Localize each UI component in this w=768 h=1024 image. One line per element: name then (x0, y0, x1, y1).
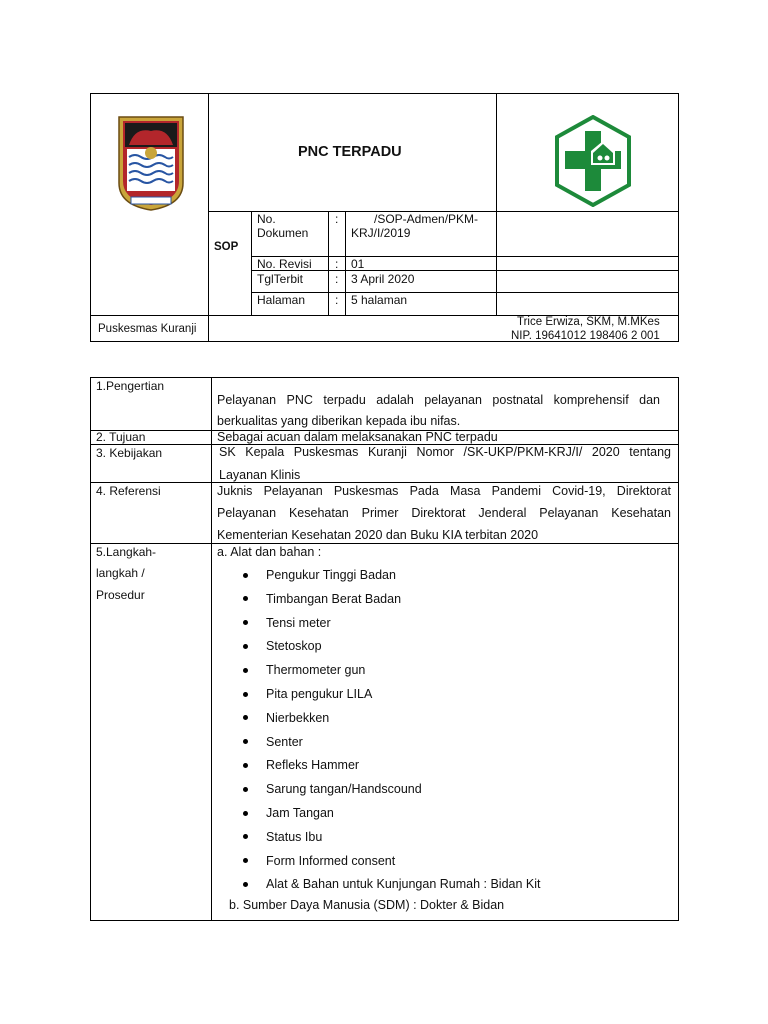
bullet-icon (243, 692, 248, 697)
field-sep: : (335, 257, 339, 271)
row-label-referensi: 4. Referensi (96, 484, 161, 498)
pengertian-line-1: Pelayanan PNC terpadu adalah pelayanan postnatal komprehensif dan (217, 393, 660, 407)
field-label-halaman: Halaman (257, 293, 306, 307)
org-name: Puskesmas Kuranji (98, 323, 197, 335)
equipment-item: Form Informed consent (266, 853, 396, 868)
field-sep: : (335, 212, 339, 226)
field-value-no-dokumen-2: KRJ/I/2019 (351, 226, 411, 240)
section-b-heading: b. Sumber Daya Manusia (SDM) : Dokter & Bidan (229, 898, 505, 912)
referensi-line-3: Kementerian Kesehatan 2020 dan Buku KIA terbitan 2020 (217, 528, 539, 542)
field-value-no-dokumen-1: /SOP-Admen/PKM- (374, 212, 479, 226)
field-sep: : (335, 272, 339, 286)
row-label-pengertian: 1.Pengertian (96, 379, 165, 393)
bullet-icon (243, 787, 248, 792)
bullet-icon (243, 882, 248, 887)
kebijakan-line-1: SK Kepala Puskesmas Kuranji Nomor /SK-UKP/PKM-KRJ/I/ 2020 tentang (219, 445, 671, 459)
equipment-item: Alat & Bahan untuk Kunjungan Rumah : Bidan Kit (266, 877, 541, 892)
row-label-langkah-1: 5.Langkah- (96, 545, 157, 559)
bullet-icon (243, 811, 248, 816)
bullet-icon (243, 573, 248, 578)
field-value-halaman: 5 halaman (351, 293, 408, 307)
field-label-tgl-terbit: TglTerbit (257, 272, 304, 286)
document-title: PNC TERPADU (298, 144, 402, 160)
field-label-no-revisi: No. Revisi (257, 257, 312, 271)
equipment-item: Jam Tangan (266, 806, 334, 820)
field-value-tgl-terbit: 3 April 2020 (351, 272, 415, 286)
section-a-heading: a. Alat dan bahan : (217, 545, 322, 559)
pengertian-line-2: berkualitas yang diberikan kepada ibu nifas. (217, 414, 461, 428)
equipment-item: Sarung tangan/Handscound (266, 782, 422, 797)
kebijakan-line-2: Layanan Klinis (219, 468, 301, 482)
row-label-langkah-2: langkah / (96, 566, 145, 580)
field-value-no-revisi: 01 (351, 257, 365, 271)
equipment-item: Timbangan Berat Badan (266, 591, 402, 606)
equipment-item: Status Ibu (266, 829, 323, 844)
row-label-kebijakan: 3. Kebijakan (96, 446, 163, 460)
row-label-langkah-3: Prosedur (96, 588, 145, 602)
equipment-item: Senter (266, 734, 303, 749)
bullet-icon (243, 668, 248, 673)
signer-nip: NIP. 19641012 198406 2 001 (511, 330, 660, 342)
equipment-item: Pengukur Tinggi Badan (266, 568, 396, 582)
signer-name: Trice Erwiza, SKM, M.MKes (517, 316, 660, 328)
equipment-item: Nierbekken (266, 710, 330, 725)
equipment-item: Stetoskop (266, 639, 322, 654)
equipment-item: Refleks Hammer (266, 758, 360, 773)
tujuan-text: Sebagai acuan dalam melaksanakan PNC terpadu (217, 430, 498, 444)
field-label-no-dokumen-2: Dokumen (257, 226, 309, 240)
bullet-icon (243, 763, 248, 768)
equipment-item: Pita pengukur LILA (266, 687, 373, 701)
equipment-item: Thermometer gun (266, 663, 366, 678)
row-label-tujuan: 2. Tujuan (96, 430, 146, 444)
puskesmas-logo (555, 115, 631, 207)
equipment-item: Tensi meter (266, 615, 331, 630)
bullet-icon (243, 644, 248, 649)
sop-label: SOP (214, 241, 239, 253)
referensi-line-2: Pelayanan Kesehatan Primer Direktorat Jenderal Pelayanan Kesehatan (217, 506, 671, 520)
referensi-line-1: Juknis Pelayanan Puskesmas Pada Masa Pandemi Covid-19, Direktorat (217, 484, 671, 498)
field-sep: : (335, 293, 339, 307)
regional-emblem-logo (115, 113, 187, 213)
field-label-no-dokumen: No. (257, 212, 276, 226)
